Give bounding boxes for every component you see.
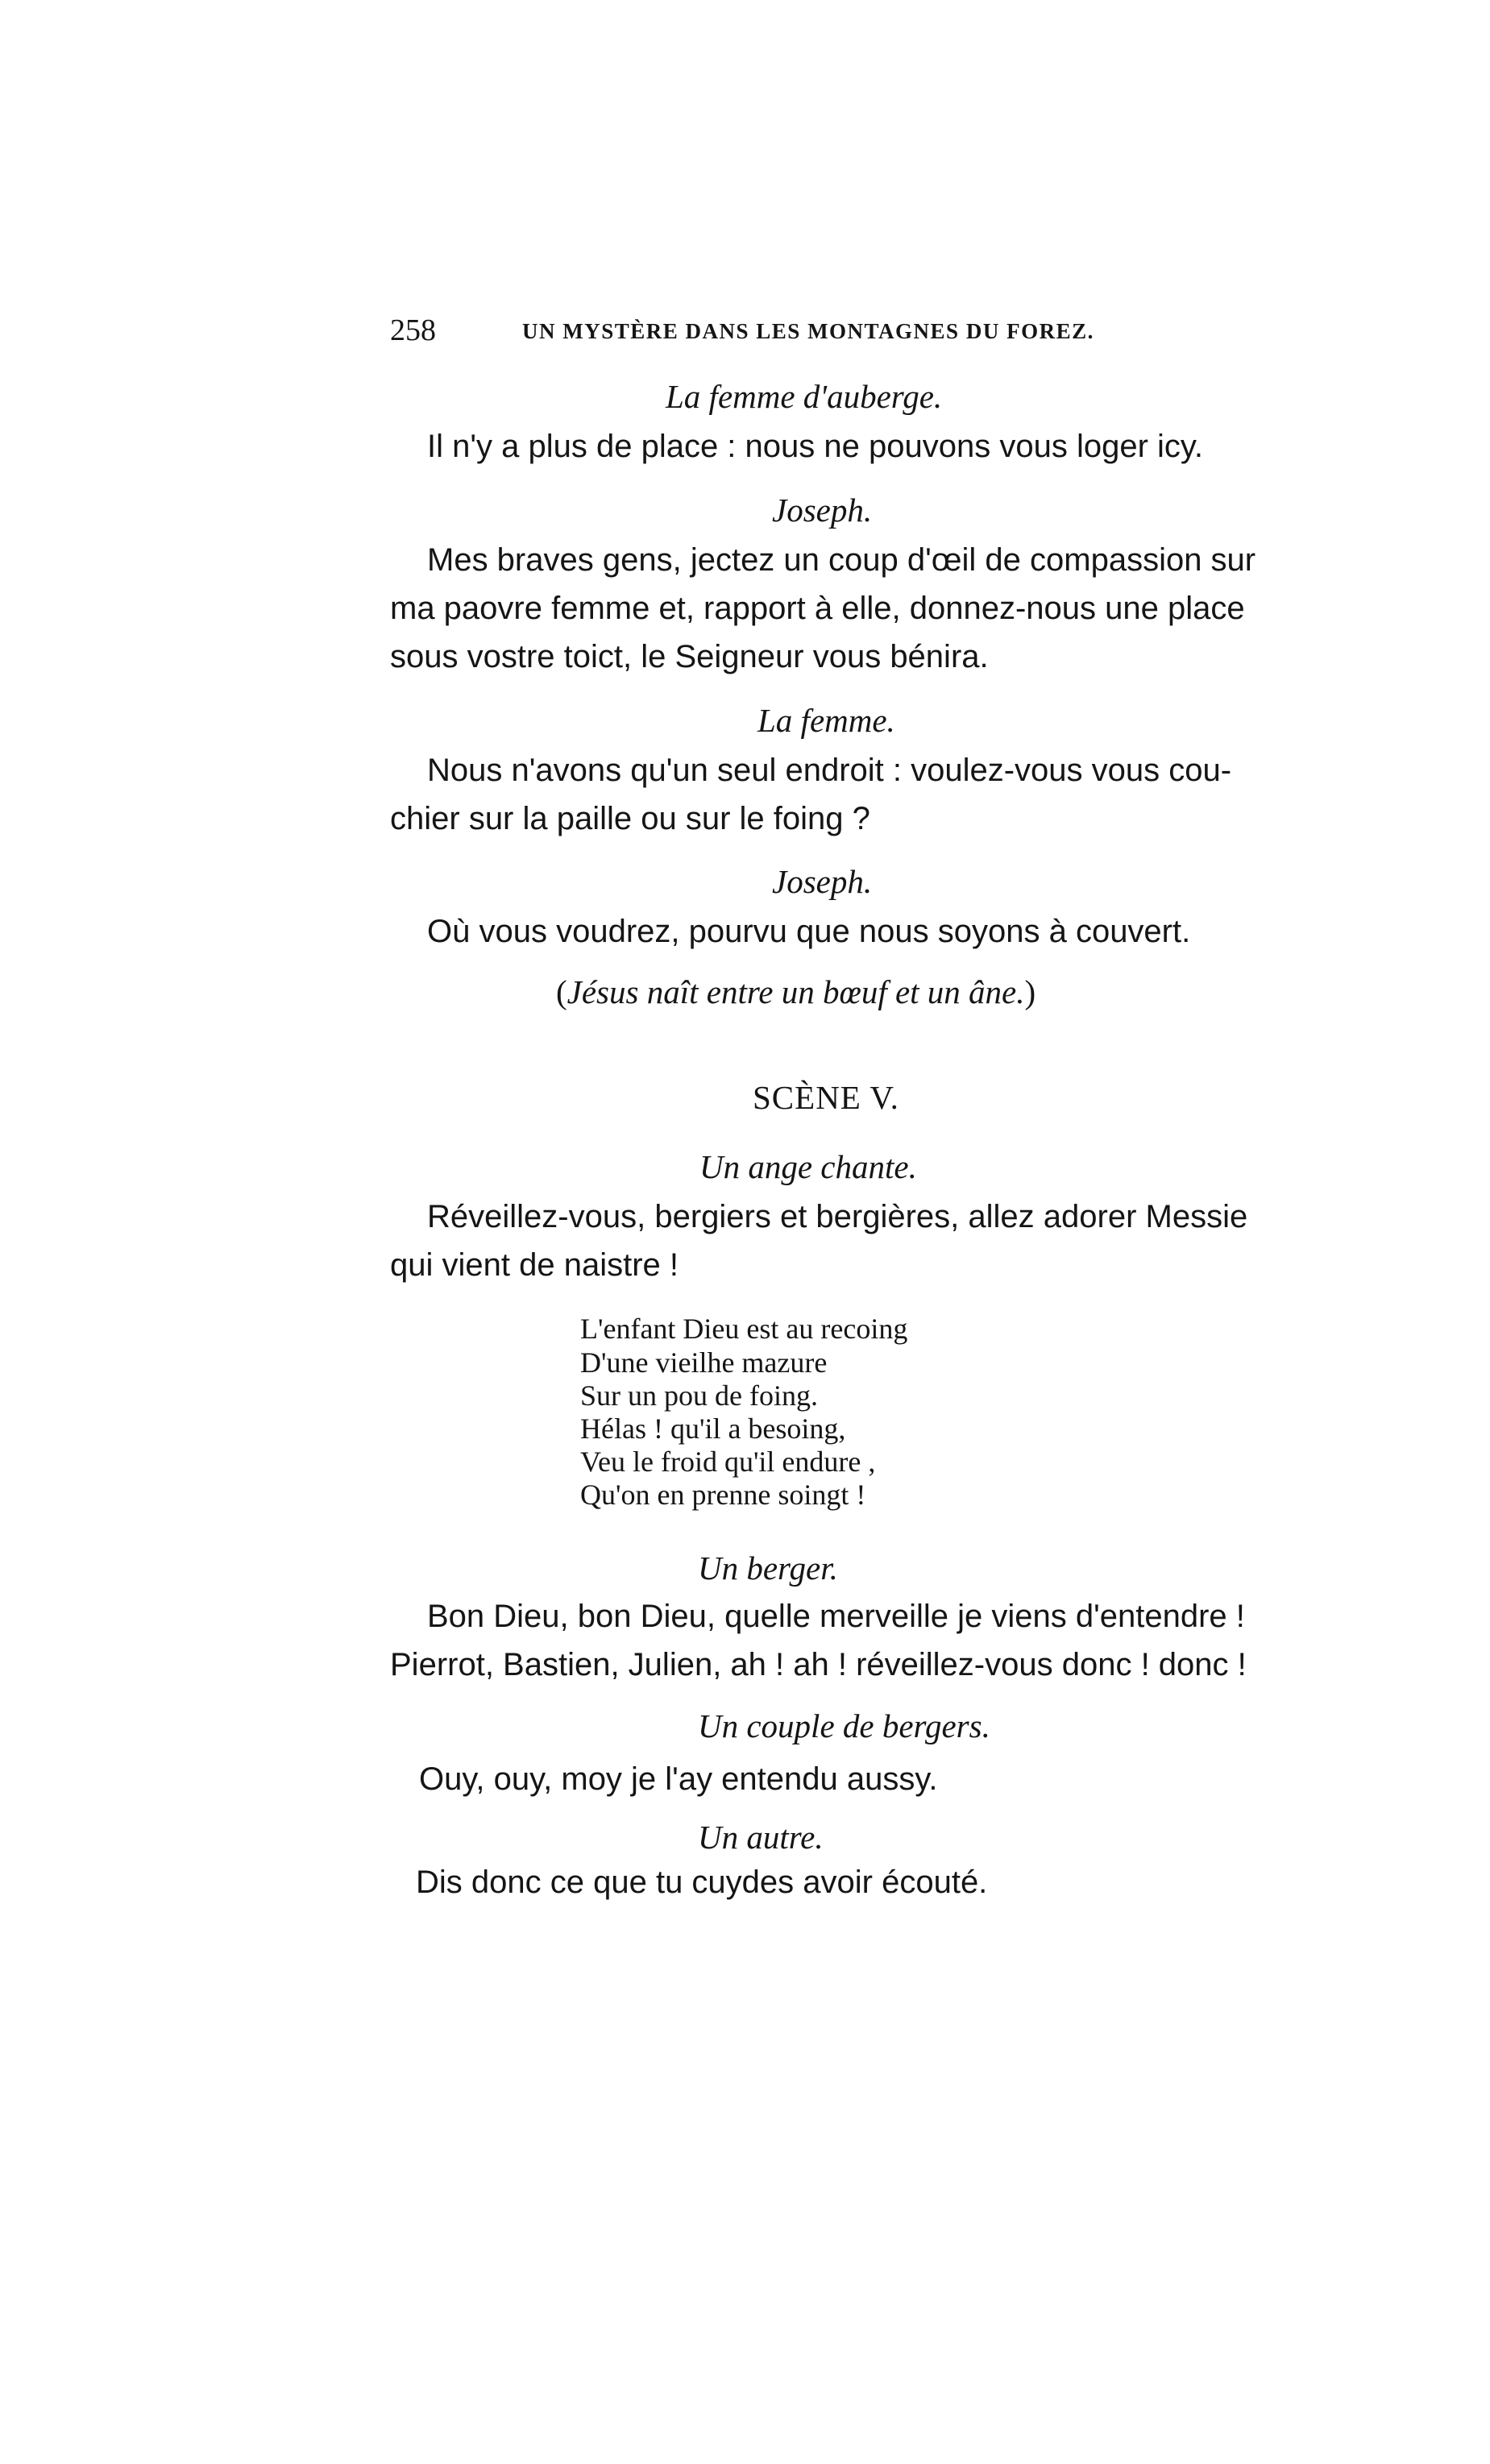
dialogue-line: qui vient de naistre ! <box>390 1247 679 1283</box>
dialogue-line: Réveillez-vous, bergiers et bergières, allez adorer Messie <box>427 1199 1248 1234</box>
speaker-label: La femme. <box>757 702 895 739</box>
speaker-label: Un berger. <box>698 1549 838 1587</box>
dialogue-line: Il n'y a plus de place : nous ne pouvons vous loger icy. <box>427 429 1204 464</box>
speaker-label: Joseph. <box>772 492 873 529</box>
speaker-label: Un ange chante. <box>699 1148 917 1185</box>
dialogue-line: Où vous voudrez, pourvu que nous soyons à couvert. <box>427 914 1191 949</box>
dialogue-line: sous vostre toict, le Seigneur vous bénira. <box>390 639 989 674</box>
running-title: UN MYSTÈRE DANS LES MONTAGNES DU FOREZ. <box>522 319 1094 343</box>
stage-direction-text: Jésus naît entre un bœuf et un âne. <box>567 973 1025 1010</box>
scene-title: SCÈNE V. <box>753 1079 899 1116</box>
stage-direction <box>556 973 1036 1011</box>
dialogue-line: chier sur la paille ou sur le foing ? <box>390 801 870 836</box>
dialogue-line: Bon Dieu, bon Dieu, quelle merveille je viens d'entendre ! <box>427 1599 1245 1634</box>
page-header <box>390 313 1275 353</box>
verse-line: D'une vieilhe mazure <box>580 1346 828 1379</box>
paren-close: ) <box>1024 973 1036 1010</box>
dialogue-line: Pierrot, Bastien, Julien, ah ! ah ! réveillez-vous donc ! donc ! <box>390 1647 1247 1682</box>
dialogue-line: Dis donc ce que tu cuydes avoir écouté. <box>416 1865 988 1900</box>
paren-open: ( <box>556 973 567 1010</box>
dialogue-line: Mes braves gens, jectez un coup d'œil de compassion sur <box>427 542 1256 578</box>
speaker-label: Joseph. <box>772 863 873 900</box>
page-number: 258 <box>390 313 436 347</box>
dialogue-line: Ouy, ouy, moy je l'ay entendu aussy. <box>419 1761 938 1797</box>
speaker-label: Un couple de bergers. <box>698 1707 990 1744</box>
verse-line: Qu'on en prenne soingt ! <box>580 1479 866 1511</box>
verse-line: Sur un pou de foing. <box>580 1379 818 1412</box>
verse-line: Hélas ! qu'il a besoing, <box>580 1412 846 1445</box>
dialogue-line: Nous n'avons qu'un seul endroit : voulez-vous vous cou- <box>427 753 1232 788</box>
dialogue-line: ma paovre femme et, rapport à elle, donnez-nous une place <box>390 591 1245 626</box>
speaker-label: Un autre. <box>698 1819 824 1856</box>
verse-line: L'enfant Dieu est au recoing <box>580 1313 908 1345</box>
verse-line: Veu le froid qu'il endure , <box>580 1446 876 1478</box>
speaker-label: La femme d'auberge. <box>666 378 943 415</box>
